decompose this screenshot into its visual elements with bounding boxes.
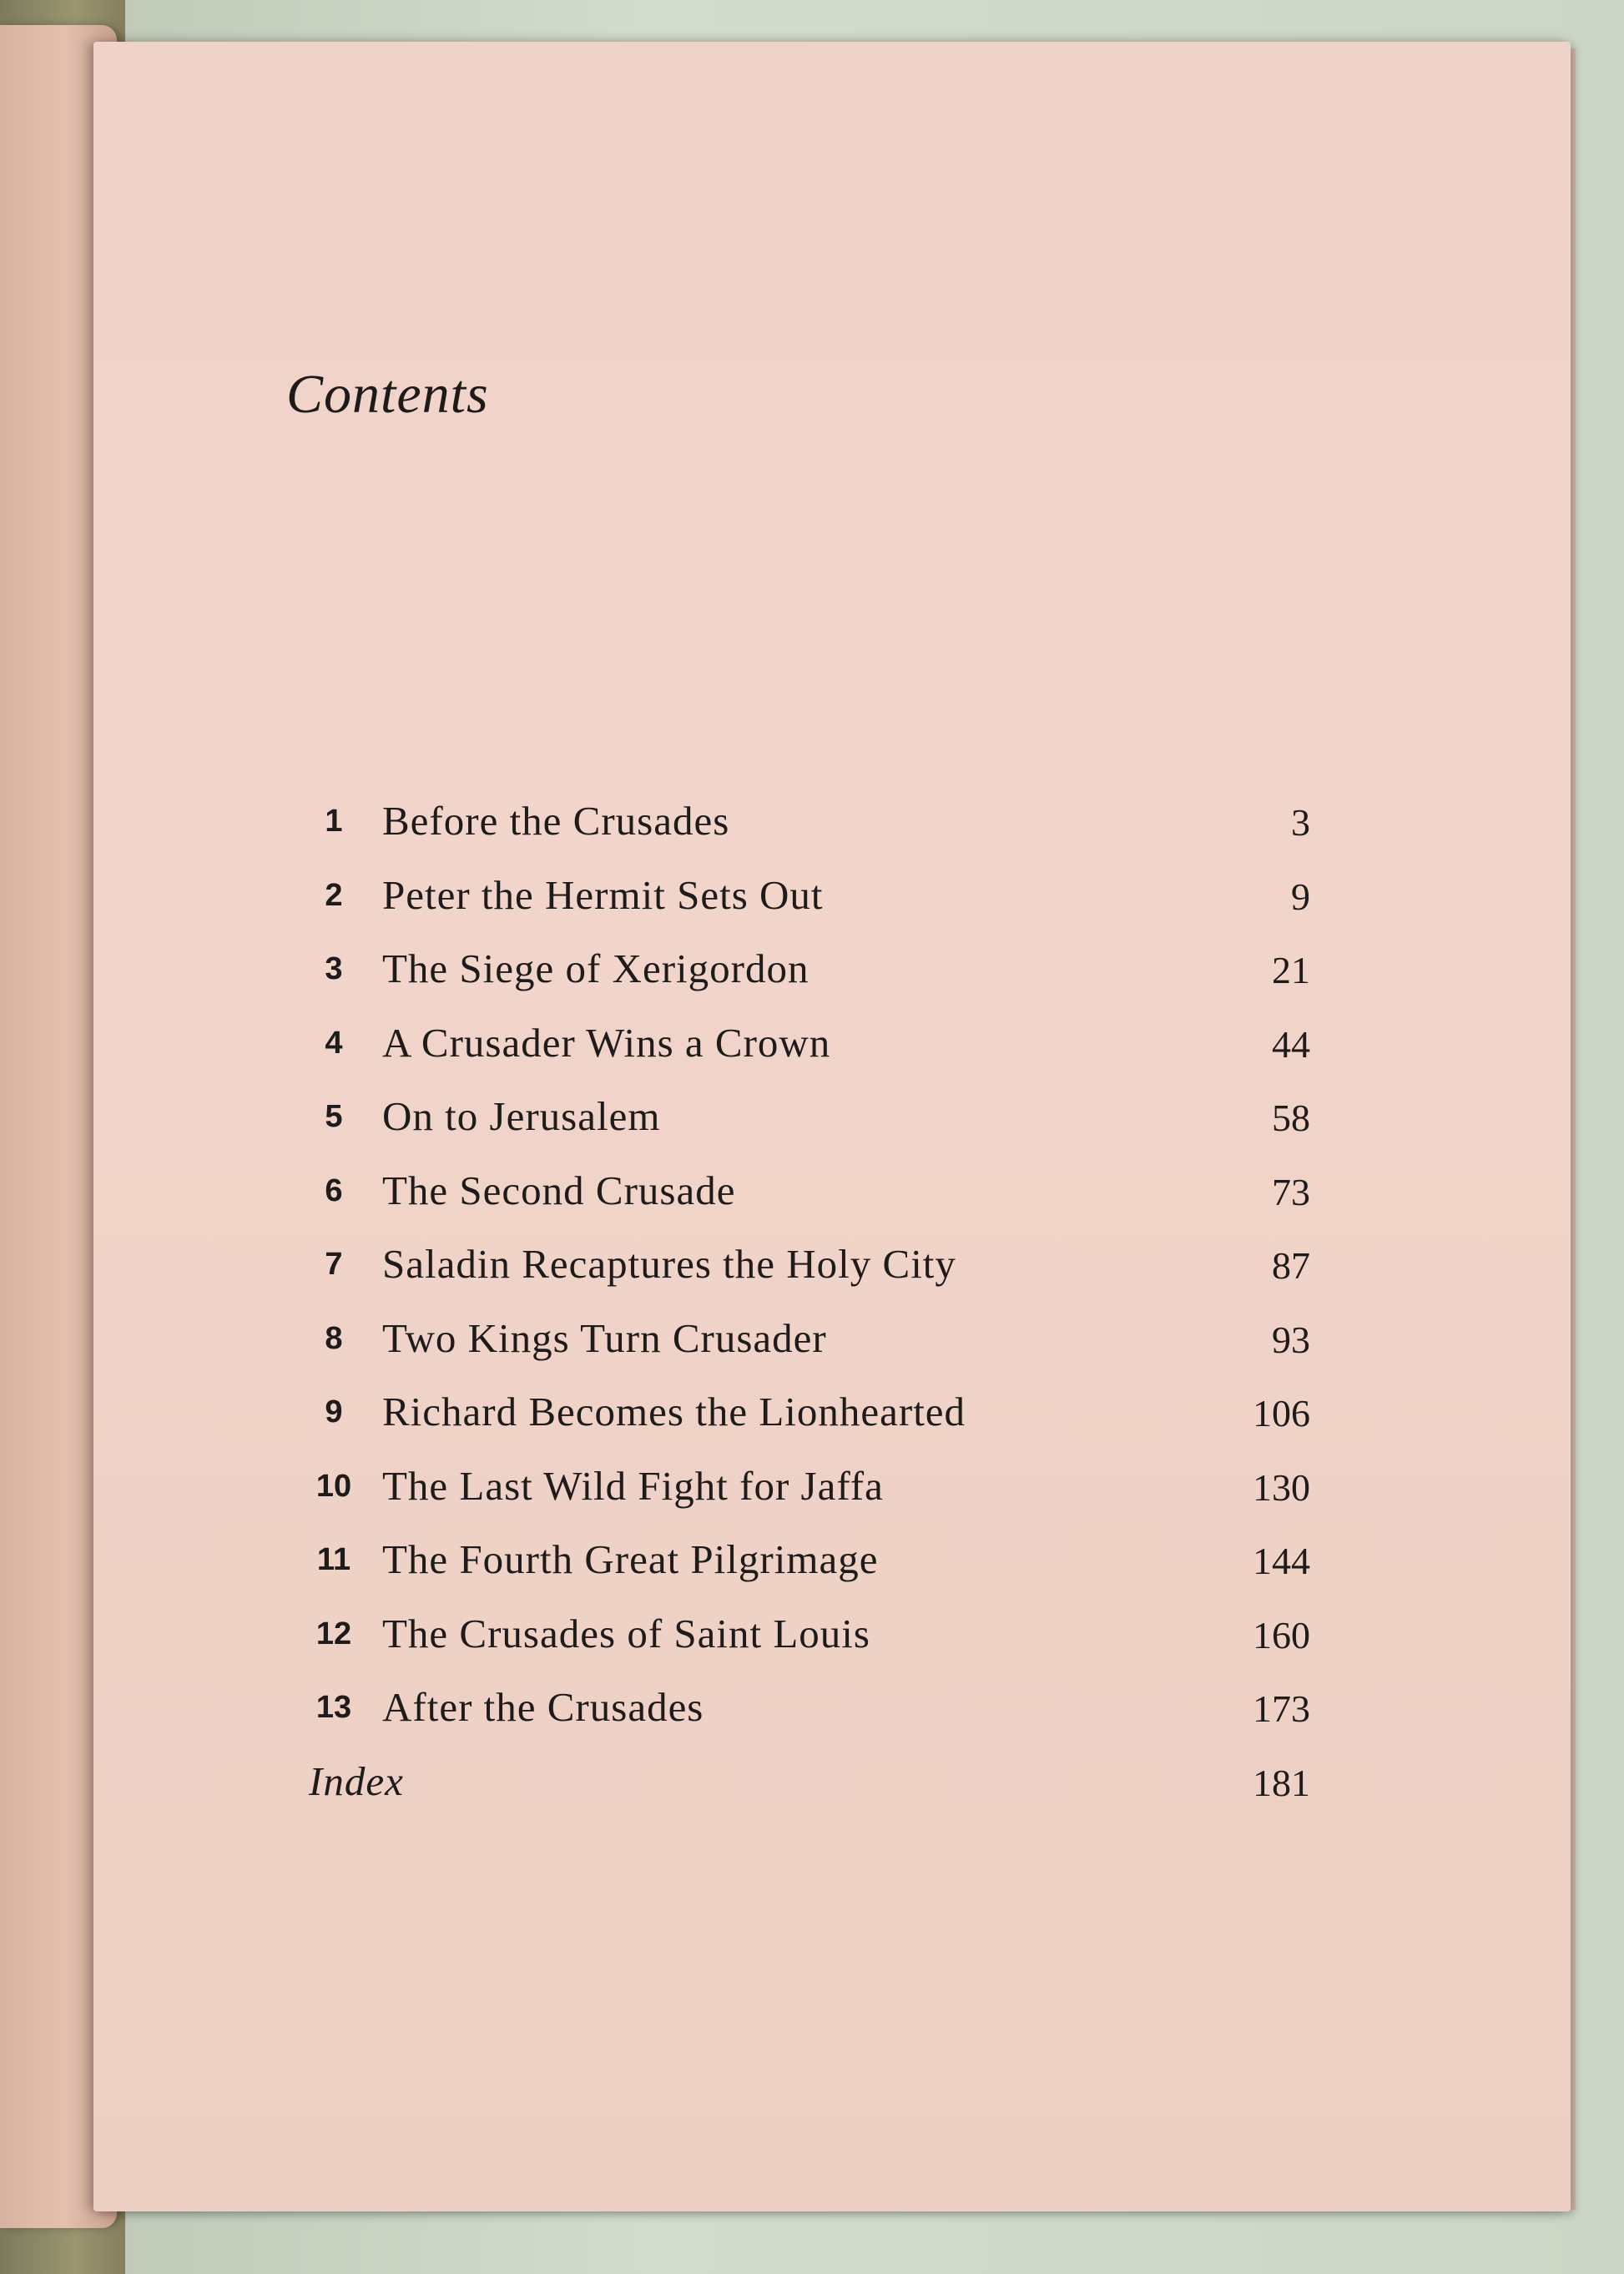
page-number: 106: [1253, 1392, 1310, 1434]
chapter-number: 9: [325, 1394, 343, 1429]
chapter-number: 4: [325, 1025, 343, 1061]
chapter-title: After the Crusades: [382, 1684, 704, 1730]
chapter-number: 5: [325, 1099, 343, 1134]
toc-entry: [309, 1167, 1310, 1241]
page-number: 160: [1253, 1613, 1310, 1656]
page-number: 144: [1253, 1540, 1310, 1582]
chapter-title: Richard Becomes the Lionhearted: [382, 1389, 966, 1434]
toc-entry: [309, 1683, 1310, 1757]
chapter-title: The Crusades of Saint Louis: [382, 1610, 870, 1656]
toc-entry: [309, 1462, 1310, 1536]
chapter-number: 3: [325, 951, 343, 986]
chapter-number: 13: [315, 1690, 352, 1725]
toc-index-entry: [309, 1757, 1310, 1832]
page-title: Contents: [286, 364, 489, 425]
chapter-title: The Second Crusade: [382, 1167, 736, 1213]
chapter-number: 7: [325, 1247, 343, 1282]
chapter-number: 10: [315, 1468, 352, 1504]
toc-entry: [309, 1019, 1310, 1093]
page-number: 87: [1272, 1244, 1310, 1287]
chapter-title: Peter the Hermit Sets Out: [382, 871, 824, 918]
toc-entry: [309, 797, 1310, 871]
chapter-number: 1: [325, 804, 343, 839]
table-of-contents: [309, 797, 1310, 1831]
toc-entry: [309, 1092, 1310, 1167]
chapter-number: 8: [325, 1320, 343, 1356]
chapter-number: 2: [325, 877, 343, 913]
toc-entry: [309, 945, 1310, 1019]
chapter-title: The Fourth Great Pilgrimage: [382, 1536, 879, 1582]
index-title: Index: [309, 1757, 404, 1804]
index-page-number: 181: [1253, 1761, 1310, 1804]
chapter-title: The Siege of Xerigordon: [382, 945, 809, 991]
chapter-number: 12: [315, 1616, 352, 1651]
toc-entry: [309, 1610, 1310, 1684]
chapter-title: A Crusader Wins a Crown: [382, 1019, 831, 1066]
page-number: 93: [1272, 1318, 1310, 1361]
chapter-title: On to Jerusalem: [382, 1093, 661, 1139]
chapter-number: 11: [316, 1542, 351, 1577]
page-number: 130: [1253, 1465, 1310, 1509]
chapter-title: Saladin Recaptures the Holy City: [382, 1241, 956, 1287]
chapter-title: Before the Crusades: [382, 798, 730, 844]
chapter-title: Two Kings Turn Crusader: [382, 1314, 827, 1361]
toc-entry: [309, 871, 1310, 945]
page-number: 9: [1291, 875, 1310, 918]
page-number: 3: [1291, 801, 1310, 844]
toc-entry: [309, 1314, 1310, 1389]
chapter-number: 6: [325, 1172, 343, 1208]
page-number: 173: [1253, 1687, 1310, 1730]
toc-entry: [309, 1535, 1310, 1610]
toc-entry: [309, 1240, 1310, 1314]
toc-entry: [309, 1388, 1310, 1462]
page-number: 44: [1272, 1022, 1310, 1066]
page-number: 21: [1272, 949, 1310, 991]
page-number: 58: [1272, 1097, 1310, 1139]
chapter-title: The Last Wild Fight for Jaffa: [382, 1462, 884, 1509]
page-number: 73: [1272, 1170, 1310, 1213]
